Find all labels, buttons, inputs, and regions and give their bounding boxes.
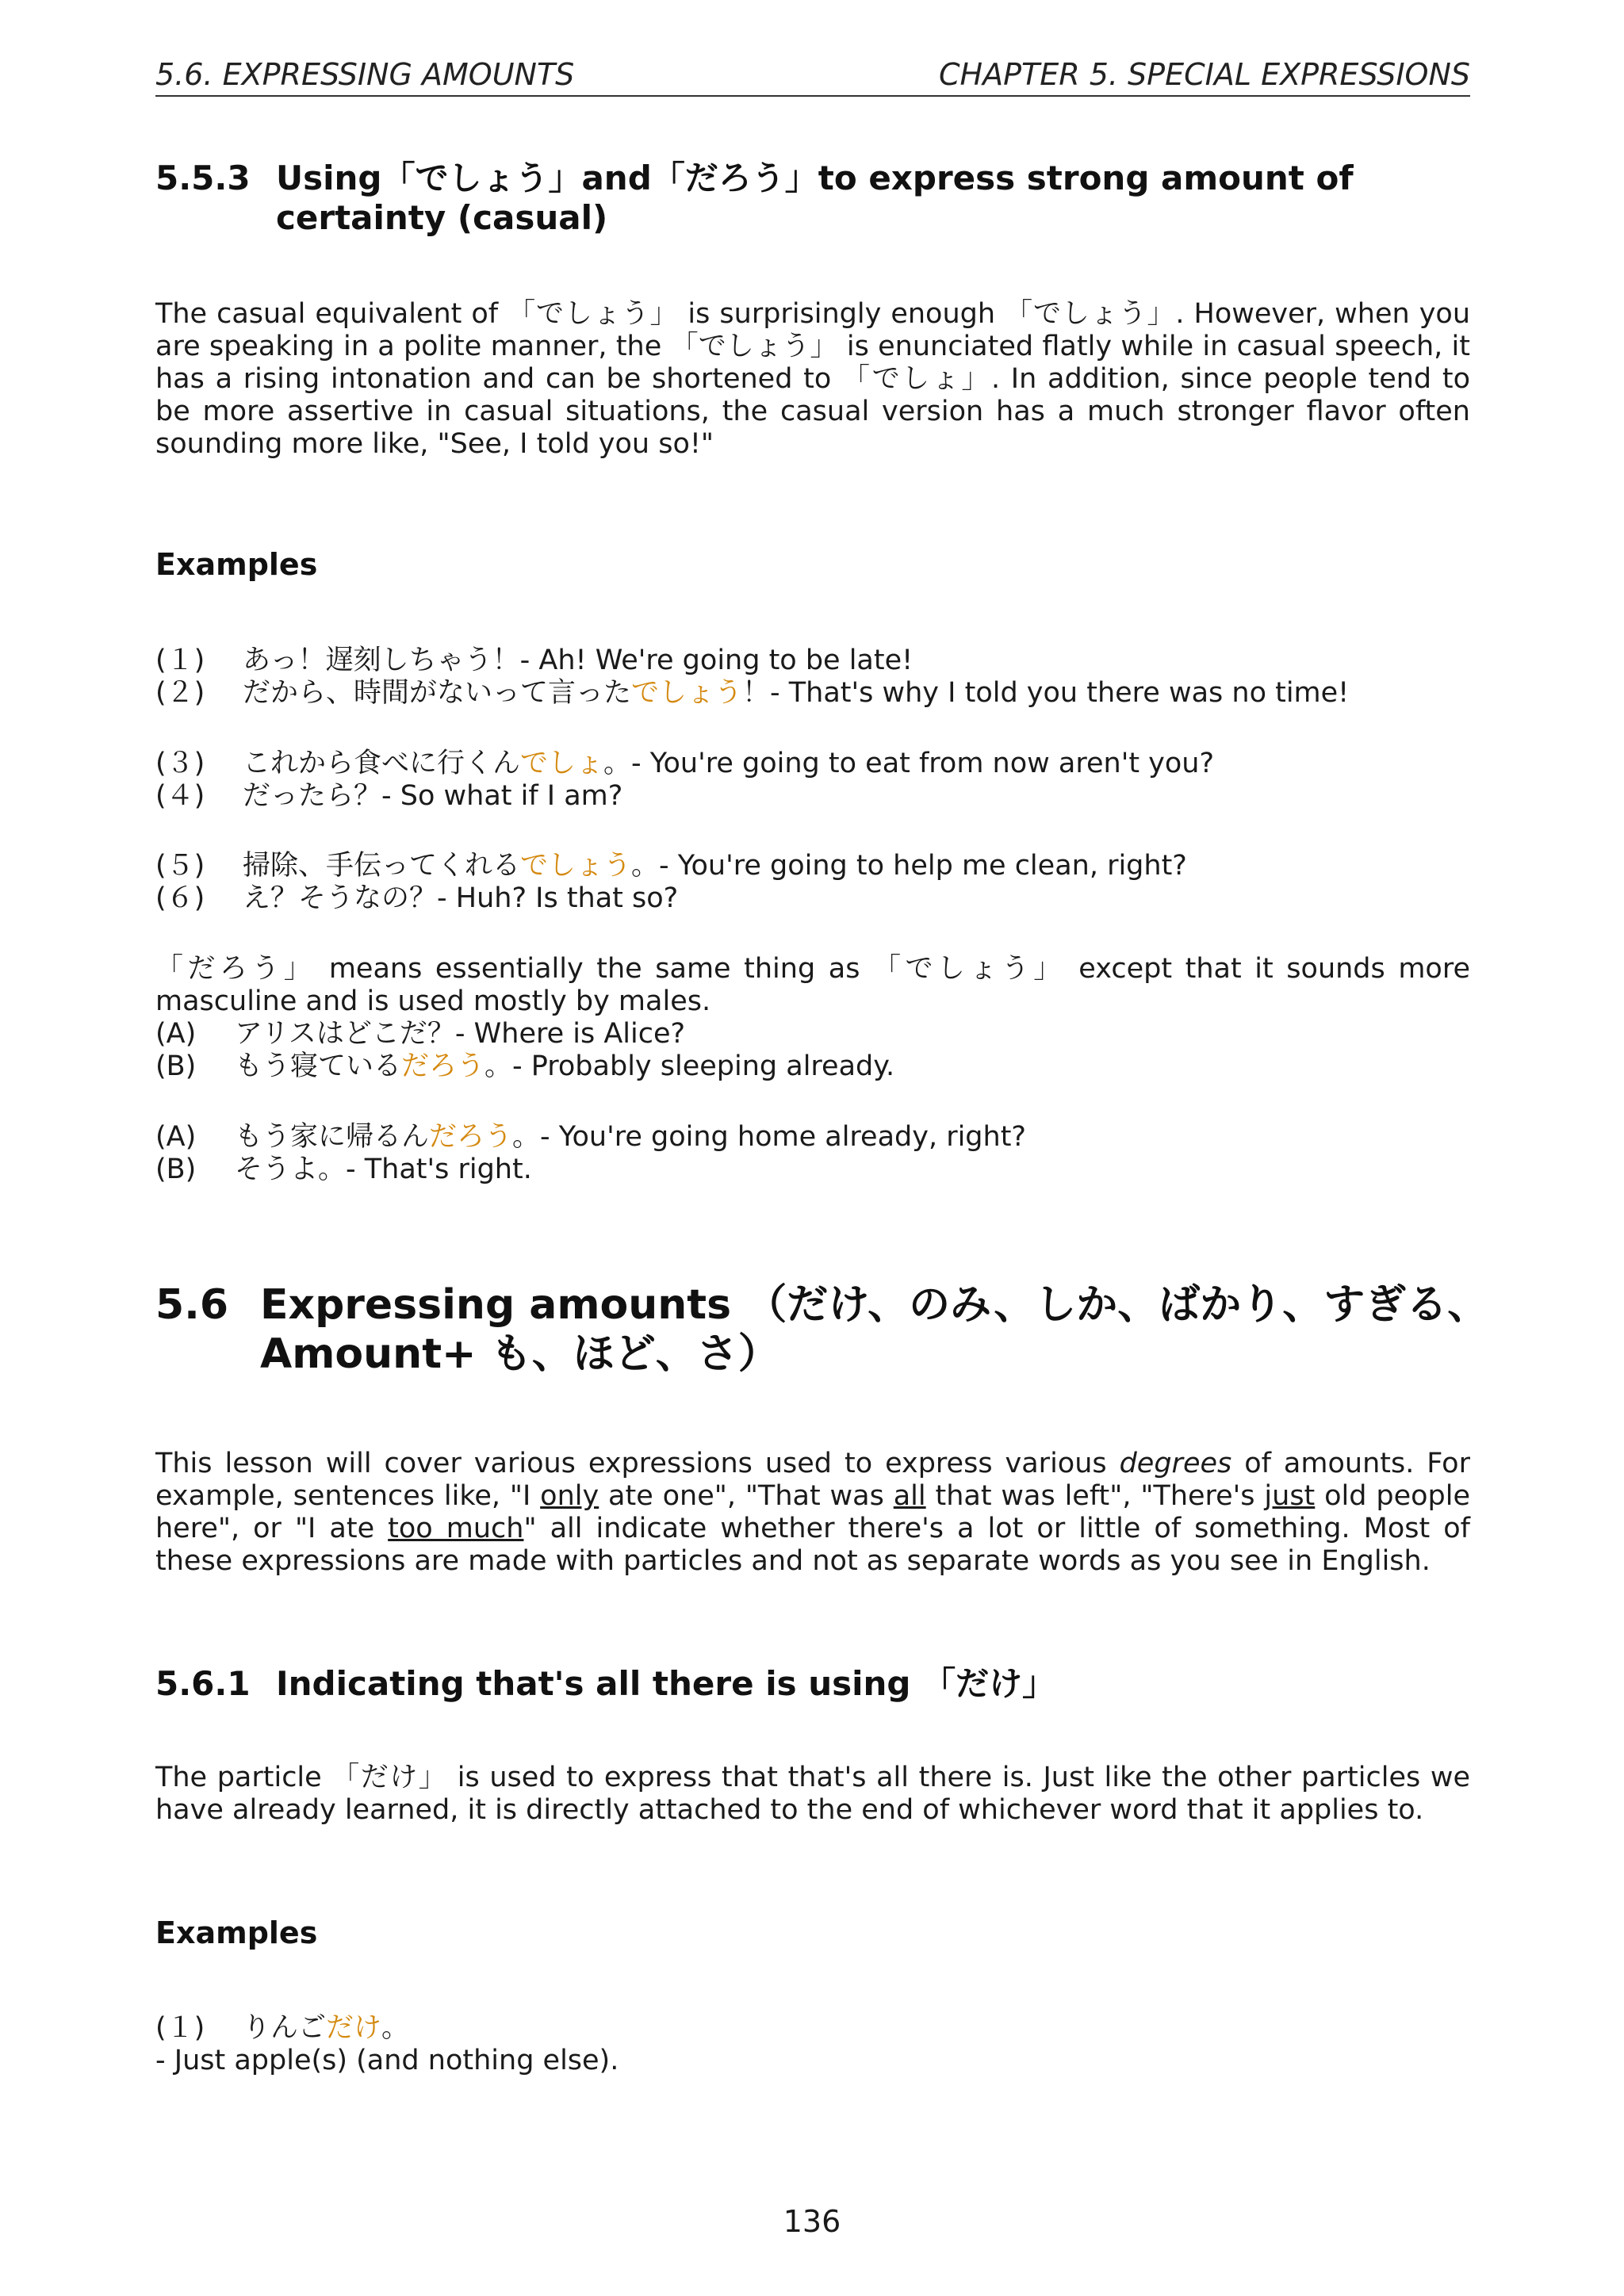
examples-heading: Examples <box>155 1915 318 1950</box>
example-text-tail: 。- You're going to help me clean, right? <box>631 850 1187 882</box>
section-56-paragraph <box>155 1448 1470 1578</box>
highlighted-grammar: だけ <box>326 2012 382 2044</box>
dialog-text: アリスはどこだ？- Where is Alice? <box>235 1018 686 1050</box>
underlined-word: all <box>893 1480 926 1512</box>
example-text: 掃除、手伝ってくれる <box>243 850 521 882</box>
highlighted-grammar: でしょう <box>631 677 743 709</box>
example-text-tail: 。- You're going to eat from now aren't you? <box>603 748 1215 779</box>
section-title: Using「でしょう」and「だろう」to express strong amount of certainty (casual) <box>276 159 1354 237</box>
paragraph-text: that was left", "There's <box>925 1480 1265 1512</box>
paragraph-text: This lesson will cover various expressions used to express various <box>155 1448 1120 1479</box>
example-number: (４) <box>155 780 205 812</box>
example-number: (３) <box>155 748 205 779</box>
example-text: あっ！遅刻しちゃう！ <box>243 645 520 676</box>
speaker-label: (A) <box>155 1121 197 1153</box>
section-title: Indicating that's all there is using 「だけ」 <box>276 1664 1056 1703</box>
dialog-text: もう家に帰るん <box>235 1121 430 1153</box>
section-553-paragraph <box>155 298 1470 461</box>
section-title <box>260 1280 1488 1379</box>
speaker-label: (B) <box>155 1050 197 1082</box>
running-header <box>155 52 1470 97</box>
emphasized-word: degrees <box>1119 1448 1232 1479</box>
dialog-text-tail: 。- Probably sleeping already. <box>485 1050 895 1082</box>
example-row <box>155 677 1470 710</box>
page-number: 136 <box>783 2204 841 2239</box>
underlined-word: just <box>1264 1480 1316 1512</box>
example-number: (１) <box>155 2012 205 2044</box>
highlighted-grammar: だろう <box>401 1050 485 1082</box>
highlighted-grammar: だろう <box>429 1121 513 1153</box>
example-row <box>155 850 1470 882</box>
section-number: 5.6 <box>155 1281 229 1329</box>
dialog-row <box>155 1154 1470 1186</box>
example-text-tail: - Ah! We're going to be late! <box>519 645 914 676</box>
example-row <box>155 882 1470 915</box>
section-title-line: Amount+ も、ほど、さ） <box>260 1330 779 1378</box>
dialog-row <box>155 1121 1470 1154</box>
paragraph-text: ate one", "That was <box>599 1480 894 1512</box>
example-text-tail: 。 <box>381 2012 410 2044</box>
section-number: 5.6.1 <box>155 1664 251 1703</box>
dialog-text-tail: 。- You're going home already, right? <box>512 1121 1027 1153</box>
section-561-heading <box>155 1664 1470 1704</box>
daro-paragraph <box>155 953 1470 1018</box>
example-number: (６) <box>155 882 205 914</box>
example-translation: - Just apple(s) (and nothing else). <box>155 2045 619 2076</box>
example-row <box>155 645 1470 677</box>
underlined-word: too much <box>388 1513 524 1544</box>
example-number: (２) <box>155 677 205 709</box>
example-row <box>155 780 1470 813</box>
highlighted-grammar: でしょう <box>520 850 632 882</box>
underlined-word: only <box>540 1480 599 1512</box>
highlighted-grammar: でしょ <box>520 748 604 779</box>
paragraph-text: The casual equivalent of 「でしょう」 is surprisingly enough 「でしょう」. However, when you are speaking in a polite manner, the 「でしょう」 is enunciated flatly while in casual speech, it has a rising intonation and can be shortened to 「でしょ」. In addition, since people tend to be more assertive in casual situations, the casual version has a much stronger flavor often sounding more like, "See, I told you so!" <box>155 298 1470 460</box>
example-text-tail: ！- That's why I told you there was no time! <box>742 677 1350 709</box>
speaker-label: (A) <box>155 1018 197 1050</box>
section-title-line: Expressing amounts （だけ、のみ、しか、ばかり、すぎる、 <box>260 1281 1489 1329</box>
dialog-text: もう寝ている <box>235 1050 402 1082</box>
example-text: りんご <box>243 2012 327 2044</box>
section-553-heading <box>155 159 1470 238</box>
dialog-text: そうよ。- That's right. <box>235 1154 532 1185</box>
example-row <box>155 748 1470 780</box>
speaker-label: (B) <box>155 1154 197 1185</box>
example-text: これから食べに行くん <box>243 748 521 779</box>
header-chapter-title: CHAPTER 5. SPECIAL EXPRESSIONS <box>938 57 1470 92</box>
example-row <box>155 2012 1470 2045</box>
section-number: 5.5.3 <box>155 159 251 197</box>
examples-heading: Examples <box>155 547 318 582</box>
example-text: え？そうなの？- Huh? Is that so? <box>243 882 679 914</box>
dialog-row <box>155 1018 1470 1050</box>
paragraph-text: " all indicate whether there's a lot or little of something. Most of these expressions are made with particles and not as separate words as you see in English. <box>155 1513 1470 1577</box>
example-text: だから、時間がないって言った <box>243 677 632 709</box>
dialog-row <box>155 1050 1470 1083</box>
example-number: (５) <box>155 850 205 882</box>
paragraph-text: The particle 「だけ」 is used to express that that's all there is. Just like the other particles we have already learned, it is directly attached to the end of whichever word that it applies to. <box>155 1762 1470 1826</box>
example-text: だったら？- So what if I am? <box>243 780 623 812</box>
section-561-paragraph <box>155 1762 1470 1827</box>
paragraph-text: 「だろう」 means essentially the same thing as 「でしょう」 except that it sounds more masculine and is used mostly by males. <box>155 953 1470 1017</box>
header-section-title: 5.6. EXPRESSING AMOUNTS <box>155 57 575 92</box>
paragraph-text: of amounts. For example, sentences like, "I <box>155 1448 1470 1512</box>
paragraph-text: old people here", or "I ate <box>155 1480 1470 1544</box>
example-number: (１) <box>155 645 205 676</box>
section-56-heading <box>155 1280 1489 1379</box>
